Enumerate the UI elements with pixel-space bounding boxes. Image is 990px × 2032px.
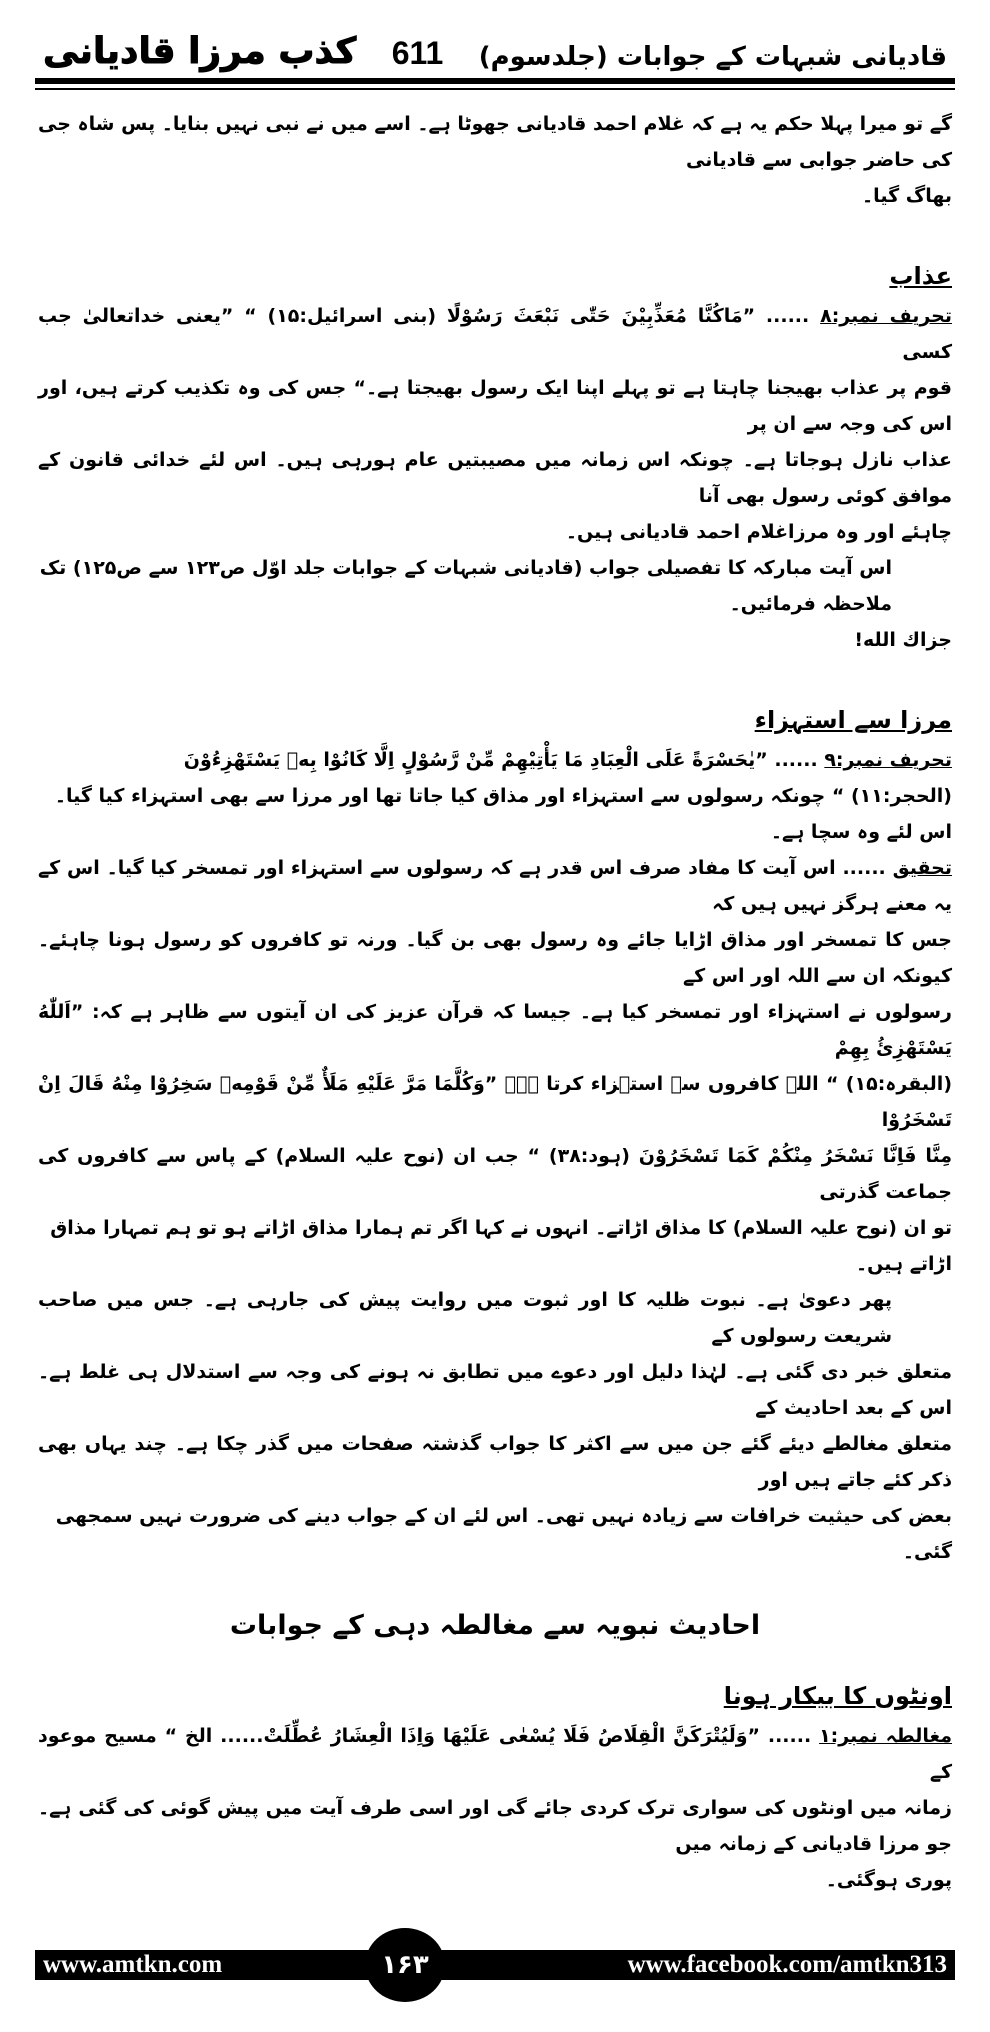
tahqiq-text: ...... اس آیت کا مفاد صرف اس قدر ہے کہ رسولوں سے استہزاء اور تمسخر کیا گیا۔ اس کے یہ معنے ہرگز نہیں ہیں کہ xyxy=(38,857,952,915)
verse-text: ...... ”يٰحَسْرَةً عَلَى الْعِبَادِ مَا يَأْتِيْهِمْ مِّنْ رَّسُوْلٍ اِلَّا كَانُوْا بِهٖ يَسْتَهْزِءُوْنَ xyxy=(183,749,818,771)
section-heading: اونٹوں کا بیکار ہونا xyxy=(723,1682,952,1710)
text-line: زمانہ میں اونٹوں کی سواری ترک کردی جائے گی اور اسی طرف آیت میں پیش گوئی کی گئی ہے۔ جو مرزا قادیانی کے زمانہ میں xyxy=(38,1797,952,1855)
spacer xyxy=(35,1898,955,1928)
text-line: عذاب نازل ہوجاتا ہے۔ چونکہ اس زمانہ میں مصیبتیں عام ہورہی ہیں۔ اس لئے خدائی قانون کے موافق کوئی رسول بھی آنا xyxy=(38,449,952,507)
tahqiq-label: تحقیق xyxy=(892,857,952,879)
footer-page-number: ۱۶۳ xyxy=(365,1928,445,2002)
text-line: جس کا تمسخر اور مذاق اڑایا جائے وہ رسول بھی بن گیا۔ ورنہ تو کافروں کو رسول ہونا چاہئے۔ کیونکہ ان سے اللہ اور اس کے xyxy=(38,929,952,987)
text-line: مِنَّا فَاِنَّا نَسْخَرُ مِنْكُمْ كَمَا تَسْخَرُوْنَ (ہود:۳۸) “ جب ان (نوح علیہ السلام) کے پاس سے کافروں کی جماعت گذرتی xyxy=(38,1145,952,1203)
header-rule-thick xyxy=(35,78,955,84)
text-line: بعض کی حیثیت خرافات سے زیادہ نہیں تھی۔ اس لئے ان کے جواب دینے کی ضرورت نہیں سمجھی گئی۔ xyxy=(55,1505,952,1563)
text-line xyxy=(38,850,952,922)
chapter-heading: احادیث نبویہ سے مغالطہ دہی کے جوابات xyxy=(229,1610,761,1641)
text-line: پھر دعویٰ ہے۔ نبوت ظلیہ کا اور ثبوت میں روایت پیش کی جارہی ہے۔ جس میں صاحب شریعت رسولوں کے xyxy=(38,1289,892,1347)
text-line: متعلق خبر دی گئی ہے۔ لہٰذا دلیل اور دعوے میں تطابق نہ ہونے کی وجہ سے استدلال ہی غلط ہے۔ اس کے بعد احادیث کے xyxy=(38,1361,952,1419)
text-line: گے تو میرا پہلا حکم یہ ہے کہ غلام احمد قادیانی جھوٹا ہے۔ اسے میں نے نبی نہیں بنایا۔ پس شاہ جی کی حاضر جوابی سے قادیانی xyxy=(38,113,952,171)
mughalta-label: مغالطہ نمبر:۱ xyxy=(819,1725,952,1747)
page-footer-area xyxy=(35,1928,955,2008)
page-number: 611 xyxy=(391,35,444,71)
verse-text: ...... ”وَلَيُتْرَكَنَّ الْقِلَاصُ فَلَا يُسْعٰى عَلَيْهَا وَاِذَا الْعِشَارُ عُطِّلَتْ...... الخ “ مسیح موعود کے xyxy=(38,1725,952,1783)
text-line: بھاگ گیا۔ xyxy=(862,185,952,207)
closing-line: جزاك الله! xyxy=(854,629,952,651)
text-line: (الحجر:۱۱) “ چونکہ رسولوں سے استہزاء اور مذاق کیا جاتا تھا اور مرزا سے بھی استہزاء کیا گیا۔ اس لئے وہ سچا ہے۔ xyxy=(54,785,952,843)
website-link[interactable]: www.amtkn.com xyxy=(43,1951,223,1978)
text-line xyxy=(38,298,952,370)
text-line xyxy=(38,1718,952,1790)
text-line xyxy=(38,742,952,778)
text-line: پوری ہوگئی۔ xyxy=(825,1869,952,1891)
page-footer xyxy=(35,1950,955,1980)
text-line: تو ان (نوح علیہ السلام) کا مذاق اڑاتے۔ انہوں نے کہا اگر تم ہمارا مذاق اڑاتے ہو تو ہم تمہارا مذاق اڑاتے ہیں۔ xyxy=(50,1217,952,1275)
page-header xyxy=(35,8,955,72)
text-line: رسولوں نے استہزاء اور تمسخر کیا ہے۔ جیسا کہ قرآن عزیز کی ان آیتوں سے ظاہر ہے کہ: ”اَللّٰهُ يَسْتَهْزِئُ بِهِمْ xyxy=(38,1001,952,1059)
text-line: قوم پر عذاب بھیجنا چاہتا ہے تو پہلے اپنا ایک رسول بھیجتا ہے۔“ جس کی وہ تکذیب کرتے ہیں، اور اس کی وجہ سے ان پر xyxy=(38,377,952,435)
section-title: کذب مرزا قادیانی xyxy=(43,31,357,72)
verse-text: ...... ”مَاكُنَّا مُعَذِّبِيْنَ حَتّٰى نَبْعَثَ رَسُوْلًا (بنی اسرائیل:۱۵) “ ”یعنی خداتعالیٰ جب کسی xyxy=(38,305,952,363)
page-body xyxy=(35,90,955,1898)
section-heading: مرزا سے استہزاء xyxy=(754,706,952,734)
tahreef-label: تحریف نمبر:۹ xyxy=(824,749,952,771)
section-heading: عذاب xyxy=(889,262,952,290)
text-line: متعلق مغالطے دیئے گئے جن میں سے اکثر کا جواب گذشتہ صفحات میں گذر چکا ہے۔ چند یہاں بھی ذکر کئے جاتے ہیں اور xyxy=(38,1433,952,1491)
text-line: چاہئے اور وہ مرزاغلام احمد قادیانی ہیں۔ xyxy=(565,521,952,543)
facebook-link[interactable]: www.facebook.com/amtkn313 xyxy=(627,1951,947,1978)
book-title: قادیانی شبہات کے جوابات (جلدسوم) xyxy=(478,42,947,72)
reference-line: اس آیت مبارکہ کا تفصیلی جواب (قادیانی شبہات کے جوابات جلد اوّل ص۱۲۳ سے ص۱۲۵) تک ملاحظہ فرمائیں۔ xyxy=(39,557,892,615)
tahreef-label: تحریف نمبر:۸ xyxy=(820,305,952,327)
text-line: (البقرہ:۱۵) “ اللہ کافروں سے استہزاء کرتا ہے۔ ”وَكُلَّمَا مَرَّ عَلَيْهِ مَلَأٌ مِّنْ قَوْمِهٖ سَخِرُوْا مِنْهُ قَالَ اِنْ تَسْخَرُوْا xyxy=(38,1073,952,1131)
